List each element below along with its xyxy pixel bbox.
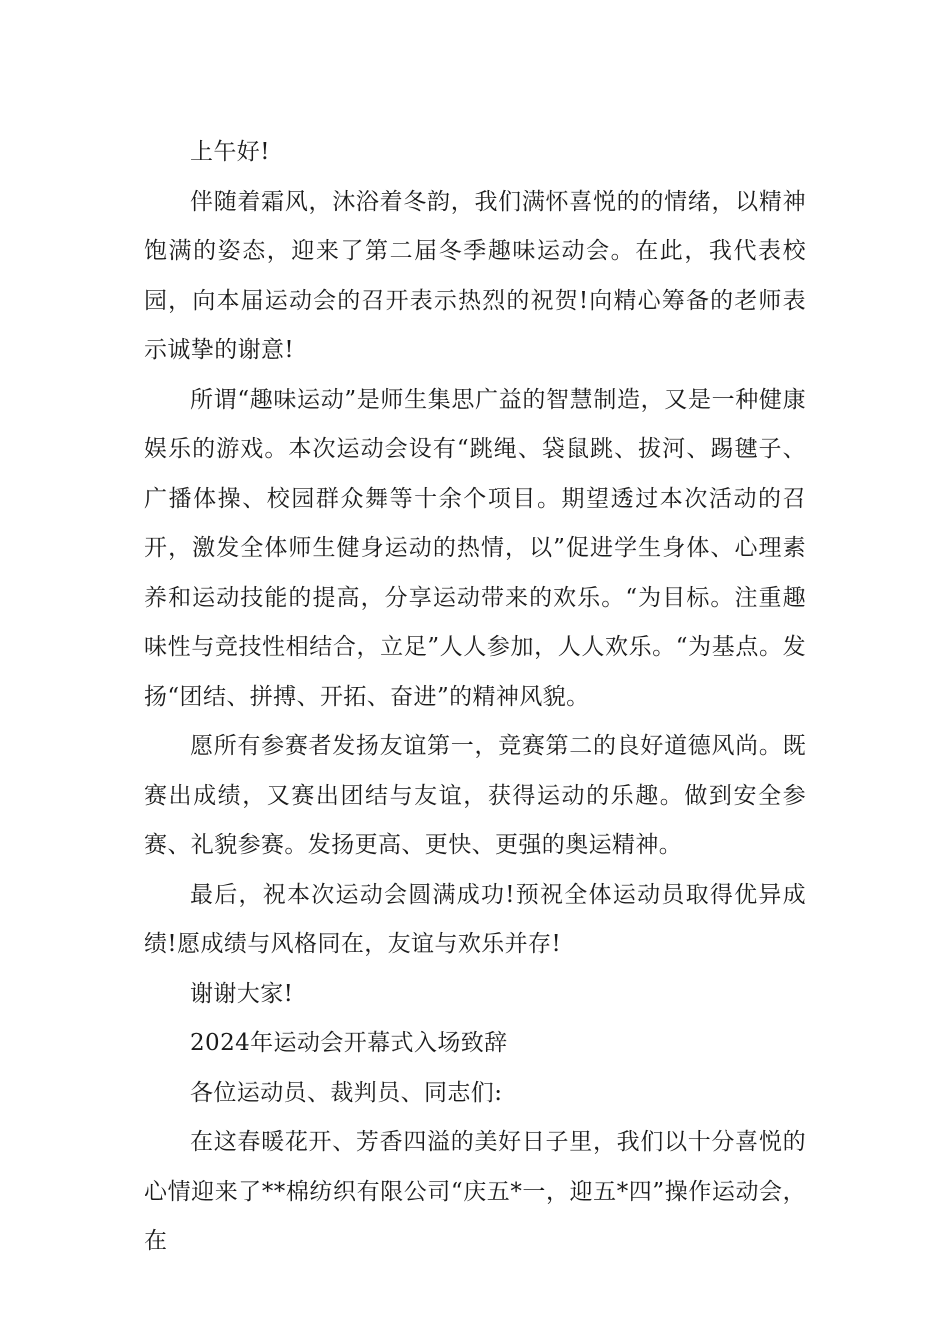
section-title: 2024年运动会开幕式入场致辞 — [190, 1030, 508, 1056]
document-body — [144, 128, 806, 1267]
closing-wish-paragraph: 最后，祝本次运动会圆满成功!预祝全体运动员取得优异成绩!愿成绩与风格同在，友谊与欢乐并存! — [144, 881, 806, 957]
spring-paragraph: 在这春暖花开、芳香四溢的美好日子里，我们以十分喜悦的心情迎来了**棉纺织有限公司“庆五*一，迎五*四”操作运动会，在 — [144, 1129, 806, 1254]
salutation-paragraph: 各位运动员、裁判员、同志们: — [190, 1079, 503, 1106]
greeting-paragraph: 上午好! — [190, 139, 270, 165]
fun-sports-paragraph: 所谓“趣味运动”是师生集思广益的智慧制造，又是一种健康娱乐的游戏。本次运动会设有“跳绳、袋鼠跳、拔河、踢毽子、广播体操、校园群众舞等十余个项目。期望透过本次活动的召开，激发全体师生健身运动的热情，以”促进学生身体、心理素养和运动技能的提高，分享运动带来的欢乐。“为目标。注重趣味性与竞技性相结合，立足”人人参加，人人欢乐。“为基点。发扬“团结、拼搏、开拓、奋进”的精神风貌。 — [144, 386, 806, 710]
thanks-paragraph: 谢谢大家! — [190, 980, 294, 1007]
opening-paragraph: 伴随着霜风，沐浴着冬韵，我们满怀喜悦的的情绪，以精神饱满的姿态，迎来了第二届冬季趣味运动会。在此，我代表校园，向本届运动会的召开表示热烈的祝贺!向精心筹备的老师表示诚挚的谢意! — [144, 188, 806, 363]
sportsmanship-paragraph: 愿所有参赛者发扬友谊第一，竞赛第二的良好道德风尚。既赛出成绩，又赛出团结与友谊，获得运动的乐趣。做到安全参赛、礼貌参赛。发扬更高、更快、更强的奥运精神。 — [144, 733, 806, 858]
